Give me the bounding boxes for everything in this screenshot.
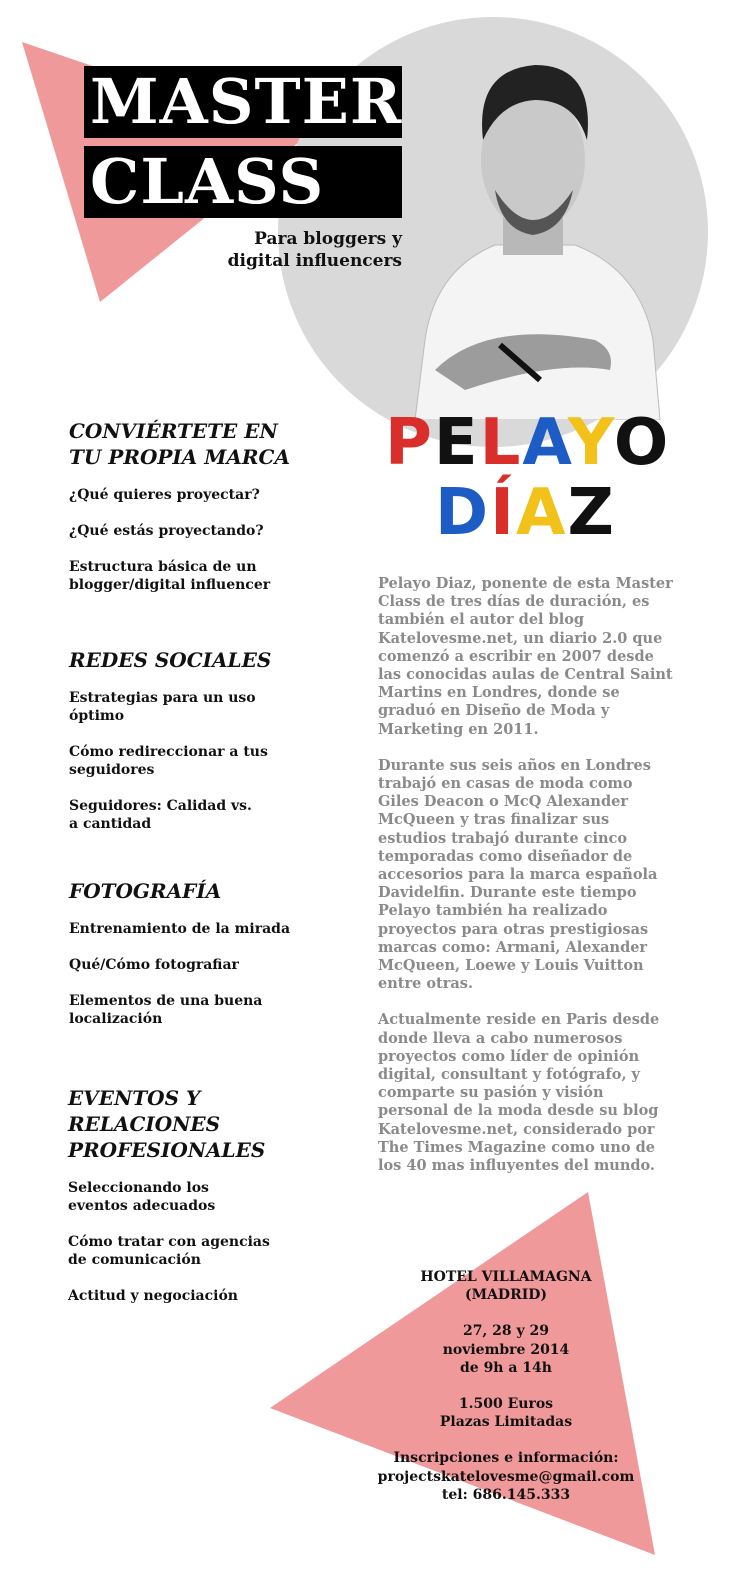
- event-venue: HOTEL VILLAMAGNA: [420, 1269, 592, 1285]
- event-dates: 27, 28 y 29: [462, 1323, 550, 1340]
- list-item: Estrategias para un uso óptimo: [69, 690, 256, 724]
- bio-paragraph: Durante sus seis años en Londres trabajó en casas de moda como Giles Deacon o McQ Alexander McQueen y tras finalizar sus estudios trabajó durante cinco temporadas como diseñador de accesorios para la marca española Davidelfin. Durante este tiempo Pelayo también ha realizado proyectos para otras prestigiosas marcas como: Armani, Alexander McQueen, Loewe y Louis Vuitton entre otras.: [378, 756, 658, 993]
- list-item: Entrenamiento de la mirada: [69, 921, 291, 937]
- event-info: [366, 1268, 646, 1504]
- subtitle-line-1: Para bloggers y: [254, 229, 402, 249]
- list-item: Qué/Cómo fotografiar: [69, 957, 239, 973]
- list-item: Elementos de una buena localización: [69, 993, 263, 1027]
- event-month: noviembre 2014: [442, 1341, 570, 1358]
- list-item: Estructura básica de un blogger/digital influencer: [69, 559, 271, 593]
- speaker-bio: [378, 575, 676, 1175]
- list-item: ¿Qué estás proyectando?: [69, 523, 264, 539]
- section-events: [68, 1085, 328, 1305]
- list-item: Cómo redireccionar a tus seguidores: [69, 744, 268, 778]
- list-item: Seguidores: Calidad vs. a cantidad: [69, 798, 252, 832]
- event-price: 1.500 Euros: [458, 1396, 554, 1413]
- contact-phone[interactable]: tel: 686.145.333: [441, 1486, 571, 1503]
- section-brand: [69, 418, 329, 594]
- title-line-2: CLASS: [84, 146, 402, 218]
- list-item: Actitud y negociación: [68, 1288, 238, 1304]
- section-photo: [69, 878, 329, 1028]
- list-item: Cómo tratar con agencias de comunicación: [68, 1234, 270, 1268]
- speaker-name-line-2: DÍAZ: [435, 476, 616, 550]
- list-item: Seleccionando los eventos adecuados: [68, 1180, 216, 1214]
- bio-paragraph: Actualmente reside en Paris desde donde lleva a cabo numerosos proyectos como líder de opinión digital, consultant y fotógrafo, y comparte su pasión y visión personal de la moda desde su blog Katelovesme.net, considerado por The Times Magazine como uno de los 40 mas influyentes del mundo.: [378, 1011, 660, 1175]
- speaker-portrait: [405, 40, 665, 420]
- event-city: (MADRID): [464, 1287, 548, 1304]
- speaker-name-line-1: PELAYO: [385, 406, 671, 480]
- section-title: REDES SOCIALES: [69, 648, 272, 672]
- section-title: CONVIÉRTETE EN TU PROPIA MARCA: [69, 419, 290, 469]
- bio-paragraph: Pelayo Diaz, ponente de esta Master Class de tres días de duración, es también el autor del blog Katelovesme.net, un diario 2.0 que comenzó a escribir en 2007 desde las conocidas aulas de Central Saint Martins en Londres, donde se graduó en Diseño de Moda y Marketing en 2011.: [378, 575, 673, 738]
- section-title: EVENTOS Y RELACIONES PROFESIONALES: [68, 1086, 266, 1162]
- speaker-name-logo: [385, 408, 675, 548]
- subtitle: [160, 228, 402, 272]
- event-places: Plazas Limitadas: [439, 1414, 573, 1431]
- title-line-1: MASTER: [84, 66, 402, 138]
- contact-label: Inscripciones e información:: [393, 1450, 619, 1467]
- list-item: ¿Qué quieres proyectar?: [69, 487, 260, 503]
- contact-email[interactable]: projectskatelovesme@gmail.com: [377, 1468, 635, 1485]
- section-social: [69, 647, 329, 833]
- subtitle-line-2: digital influencers: [227, 251, 402, 271]
- event-hours: de 9h a 14h: [460, 1359, 552, 1376]
- section-title: FOTOGRAFÍA: [69, 879, 222, 903]
